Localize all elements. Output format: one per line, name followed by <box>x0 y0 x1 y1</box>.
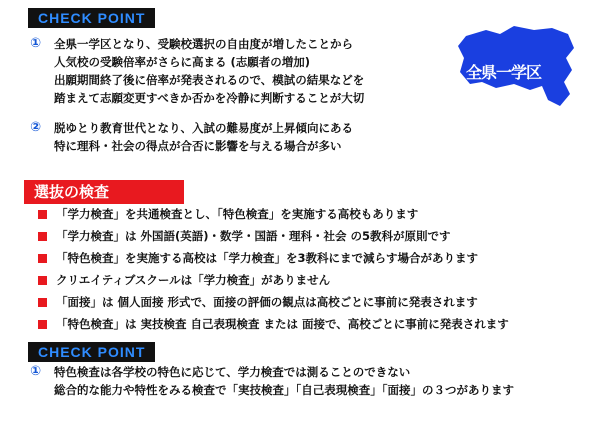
check2-line: 特色検査は各学校の特色に応じて、学力検査では測ることのできない <box>54 365 411 379</box>
selection-item: クリエイティブスクールは「学力検査」がありません <box>56 273 331 287</box>
check1-line: 特に理科・社会の得点が合否に影響を与える場合が多い <box>54 139 342 153</box>
selection-item: 「特色検査」を実施する高校は「学力検査」を3教科にまで減らす場合があります <box>56 251 478 265</box>
check1-line: 出願期間終了後に倍率が発表されるので、模試の結果などを <box>54 73 365 87</box>
bullet-icon <box>38 254 47 263</box>
check2-line: 総合的な能力や特性をみる検査で「実技検査」「自己表現検査」「面接」の３つがあります <box>54 383 514 397</box>
check1-line: 脱ゆとり教育世代となり、入試の難易度が上昇傾向にある <box>54 121 353 135</box>
bullet-icon <box>38 320 47 329</box>
map-label: 全県一学区 <box>466 63 542 82</box>
kanagawa-map <box>456 24 580 112</box>
selection-item: 「学力検査」を共通検査とし、「特色検査」を実施する高校もあります <box>56 207 419 221</box>
item-number-2: ② <box>30 120 42 135</box>
check-point-banner-2: CHECK POINT <box>28 342 155 362</box>
item-number-1: ① <box>30 364 42 379</box>
check1-line: 踏まえて志願変更すべきか否かを冷静に判断することが大切 <box>54 91 365 105</box>
check-point-banner-1: CHECK POINT <box>28 8 155 28</box>
bullet-icon <box>38 276 47 285</box>
bullet-icon <box>38 298 47 307</box>
selection-item: 「面接」は 個人面接 形式で、面接の評価の観点は高校ごとに事前に発表されます <box>56 295 478 309</box>
section-title: 選抜の検査 <box>24 180 184 204</box>
check1-line: 人気校の受験倍率がさらに高まる (志願者の増加) <box>54 55 311 69</box>
bullet-icon <box>38 210 47 219</box>
selection-item: 「特色検査」は 実技検査 自己表現検査 または 面接で、高校ごとに事前に発表されます <box>56 317 509 331</box>
check1-line: 全県一学区となり、受験校選択の自由度が増したことから <box>54 37 353 51</box>
selection-item: 「学力検査」は 外国語(英語)・数学・国語・理科・社会 の5教科が原則です <box>56 229 451 243</box>
item-number-1: ① <box>30 36 42 51</box>
bullet-icon <box>38 232 47 241</box>
